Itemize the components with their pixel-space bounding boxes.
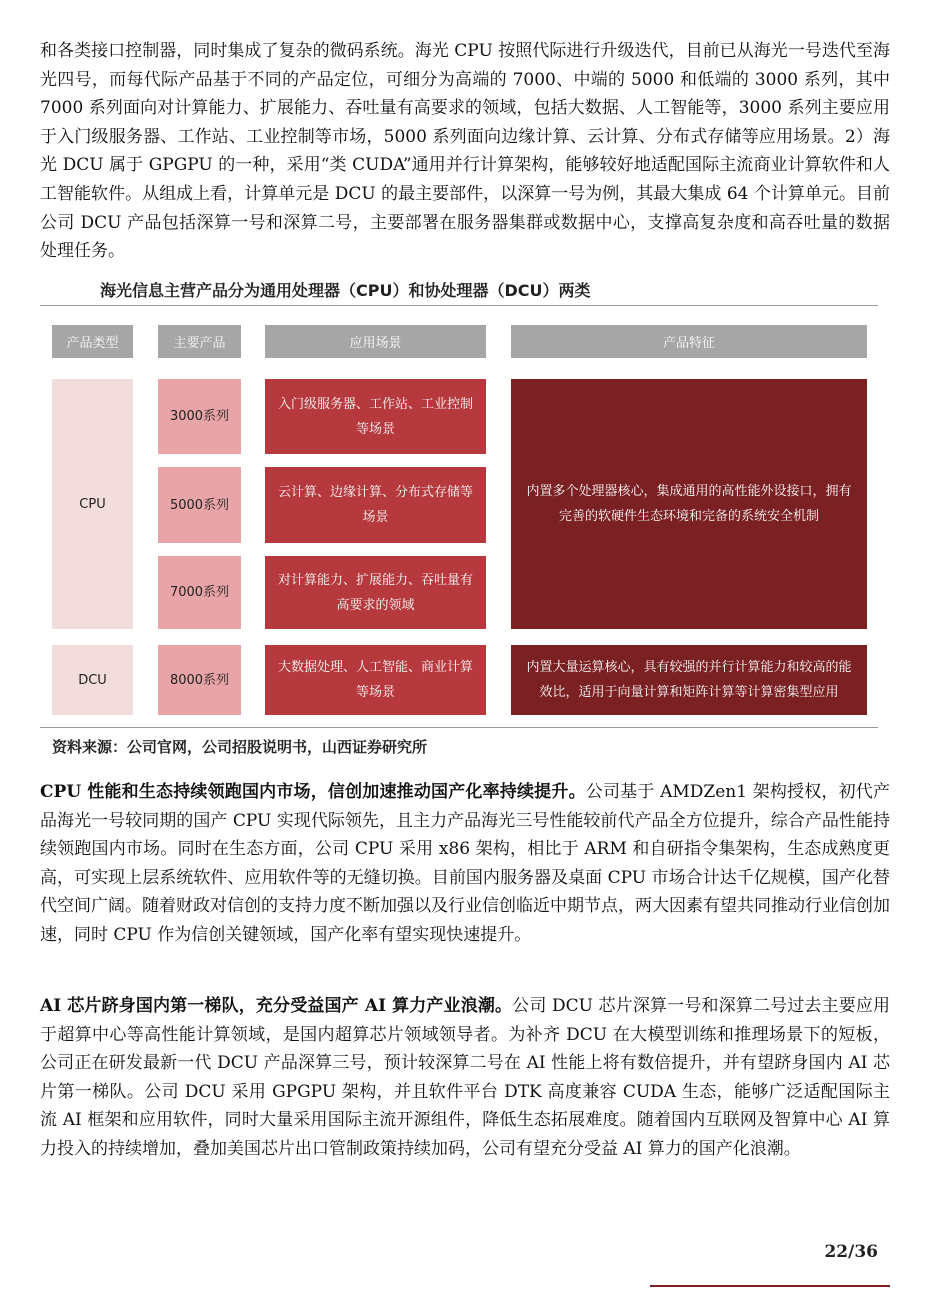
feature-dcu: 内置大量运算核心，具有较强的并行计算能力和较高的能效比，适用于向量计算和矩阵计算等计算密集型应用 <box>511 645 867 715</box>
feature-cpu: 内置多个处理器核心，集成通用的高性能外设接口，拥有完善的软硬件生态环境和完备的系统安全机制 <box>511 379 867 629</box>
header-product-type: 产品类型 <box>52 325 133 358</box>
application-3000: 入门级服务器、工作站、工业控制等场景 <box>265 379 486 454</box>
application-5000: 云计算、边缘计算、分布式存储等场景 <box>265 467 486 543</box>
header-main-product: 主要产品 <box>158 325 241 358</box>
paragraph-3-lead: AI 芯片跻身国内第一梯队，充分受益国产 AI 算力产业浪潮。 <box>40 996 513 1016</box>
product-3000: 3000系列 <box>158 379 241 454</box>
paragraph-3-body: 公司 DCU 芯片深算一号和深算二号过去主要应用于超算中心等高性能计算领域，是国内超算芯片领域领导者。为补齐 DCU 在大模型训练和推理场景下的短板，公司正在研发最新一代 DCU 产品深算三号，预计较深算二号在 AI 性能上将有数倍提升，并有望跻身国内 AI 芯片第一梯队。公司 DCU 采用 GPGPU 架构，并且软件平台 DTK 高度兼容 CUDA 生态，能够广泛适配国际主流 AI 框架和应用软件，同时大量采用国际主流开源组件，降低生态拓展难度。随着国内互联网及智算中心 AI 算力投入的持续增加，叠加美国芯片出口管制政策持续加码，公司有望充分受益 AI 算力的国产化浪潮。 <box>40 996 890 1159</box>
header-feature: 产品特征 <box>511 325 867 358</box>
header-application: 应用场景 <box>265 325 486 358</box>
body-paragraph-1: 和各类接口控制器，同时集成了复杂的微码系统。海光 CPU 按照代际进行升级迭代，目前已从海光一号迭代至海光四号，而每代际产品基于不同的产品定位，可细分为高端的 7000、中端的 5000 和低端的 3000 系列，其中 7000 系列面向对计算能力、扩展能力、吞吐量有高要求的领域，包括大数据、人工智能等，3000 系列主要应用于入门级服务器、工作站、工业控制等市场，5000 系列面向边缘计算、云计算、分布式存储等应用场景。2）海光 DCU 属于 GPGPU 的一种，采用“类 CUDA”通用并行计算架构，能够较好地适配国际主流商业计算软件和人工智能软件。从组成上看，计算单元是 DCU 的最主要部件，以深算一号为例，其最大集成 64 个计算单元。目前公司 DCU 产品包括深算一号和深算二号，主要部署在服务器集群或数据中心，支撑高复杂度和高吞吐量的数据处理任务。 <box>40 41 890 262</box>
product-7000: 7000系列 <box>158 556 241 629</box>
body-paragraph-3 <box>40 992 890 1164</box>
figure-title: 海光信息主营产品分为通用处理器（CPU）和协处理器（DCU）两类 <box>100 281 591 300</box>
type-cpu: CPU <box>52 379 133 629</box>
product-5000: 5000系列 <box>158 467 241 543</box>
figure-source: 资料来源：公司官网，公司招股说明书，山西证券研究所 <box>52 738 428 756</box>
body-paragraph-2 <box>40 778 890 950</box>
figure-bottom-rule <box>40 727 878 728</box>
figure-top-rule <box>40 305 878 306</box>
product-8000: 8000系列 <box>158 645 241 715</box>
paragraph-2-lead: CPU 性能和生态持续领跑国内市场，信创加速推动国产化率持续提升。 <box>40 782 586 802</box>
paragraph-2-body: 公司基于 AMDZen1 架构授权，初代产品海光一号较同期的国产 CPU 实现代际领先，且主力产品海光三号性能较前代产品全方位提升，综合产品性能持续领跑国内市场。同时在生态方面，公司 CPU 采用 x86 架构，相比于 ARM 和自研指令集架构，生态成熟度更高，可实现上层系统软件、应用软件等的无缝切换。目前国内服务器及桌面 CPU 市场合计达千亿规模，国产化替代空间广阔。随着财政对信创的支持力度不断加强以及行业信创临近中期节点，两大因素有望共同推动行业信创加速，同时 CPU 作为信创关键领域，国产化率有望实现快速提升。 <box>40 782 890 945</box>
type-dcu: DCU <box>52 645 133 715</box>
application-7000: 对计算能力、扩展能力、吞吐量有高要求的领域 <box>265 556 486 629</box>
page-number: 22/36 <box>824 1242 878 1262</box>
application-8000: 大数据处理、人工智能、商业计算等场景 <box>265 645 486 715</box>
footer-rule <box>650 1285 890 1287</box>
